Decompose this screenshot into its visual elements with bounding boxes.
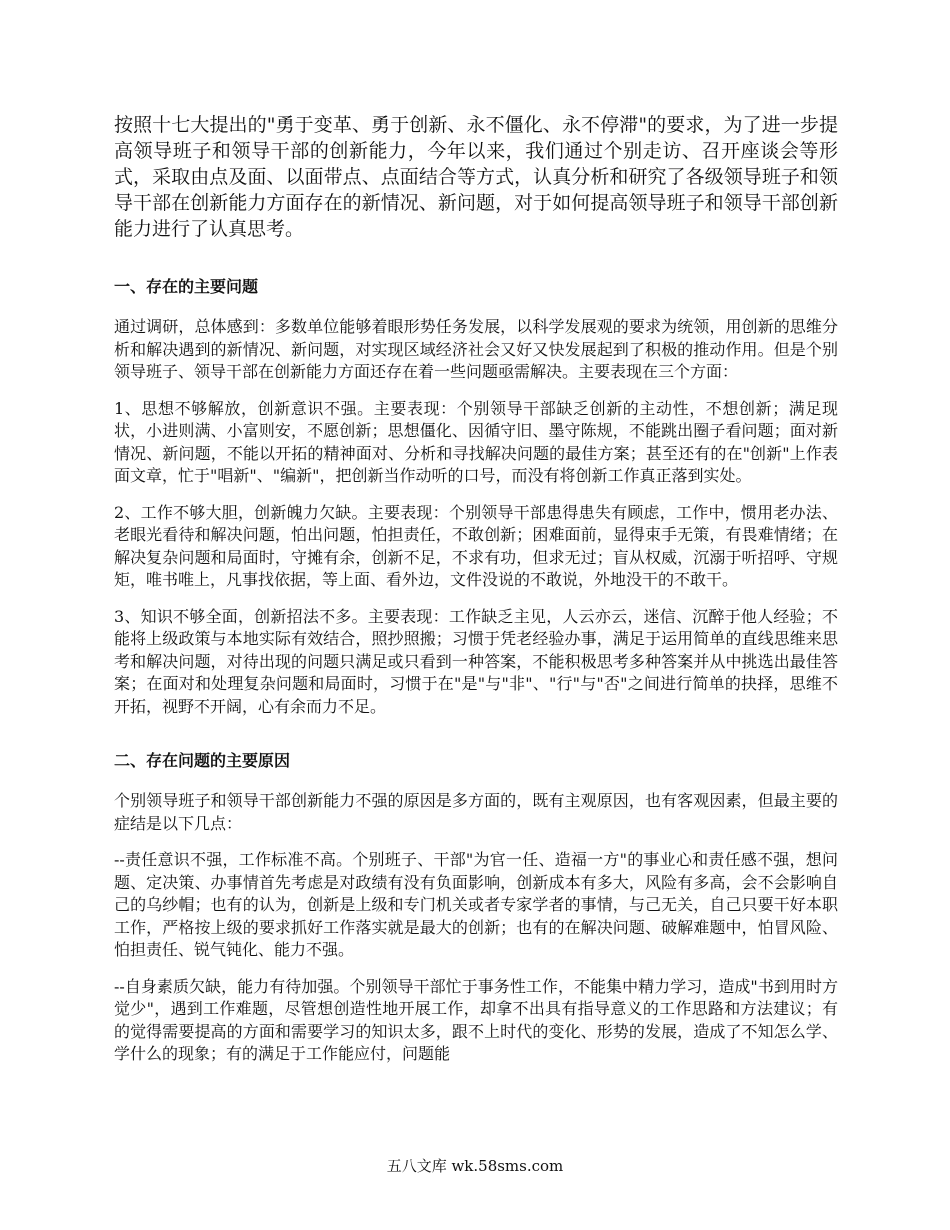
intro-paragraph: 按照十七大提出的"勇于变革、勇于创新、永不僵化、永不停滞"的要求，为了进一步提高领导班子和领导干部的创新能力，今年以来，我们通过个别走访、召开座谈会等形式，采取由点及面、以面带点、点面结合等方式，认真分析和研究了各级领导班子和领导干部在创新能力方面存在的新情况、新问题，对于如何提高领导班子和领导干部创新能力进行了认真思考。	[114, 114, 838, 240]
section2-paragraph: --自身素质欠缺，能力有待加强。个别领导干部忙于事务性工作，不能集中精力学习，造成"书到用时方觉少"，遇到工作难题，尽管想创造性地开展工作，却拿不出具有指导意义的工作思路和方法建议；有的觉得需要提高的方面和需要学习的知识太多，跟不上时代的变化、形势的发展，造成了不知怎么学、学什么的现象；有的满足于工作能应付，问题能	[114, 976, 838, 1063]
section1-paragraph: 通过调研，总体感到：多数单位能够着眼形势任务发展，以科学发展观的要求为统领，用创新的思维分析和解决遇到的新情况、新问题，对实现区域经济社会又好又快发展起到了积极的推动作用。但是个别领导班子、领导干部在创新能力方面还存在着一些问题亟需解决。主要表现在三个方面：	[114, 317, 838, 381]
section-heading-main-problems: 一、存在的主要问题	[114, 277, 259, 296]
section1-paragraph: 3、知识不够全面，创新招法不多。主要表现：工作缺乏主见，人云亦云，迷信、沉醉于他人经验；不能将上级政策与本地实际有效结合，照抄照搬；习惯于凭老经验办事，满足于运用简单的直线思维来思考和解决问题，对待出现的问题只满足或只看到一种答案，不能积极思考多种答案并从中挑选出最佳答案；在面对和处理复杂问题和局面时，习惯于在"是"与"非"、"行"与"否"之间进行简单的抉择，思维不开拓，视野不开阔，心有余而力不足。	[114, 606, 838, 716]
footer-watermark: 五八文库 wk.58sms.com	[386, 1157, 564, 1175]
section2-paragraph: 个别领导班子和领导干部创新能力不强的原因是多方面的，既有主观原因，也有客观因素，但最主要的症结是以下几点：	[114, 791, 838, 833]
section1-paragraph: 2、工作不够大胆，创新魄力欠缺。主要表现：个别领导干部患得患失有顾虑，工作中，惯用老办法、老眼光看待和解决问题，怕出问题，怕担责任，不敢创新；困难面前，显得束手无策，有畏难情绪；在解决复杂问题和局面时，守摊有余，创新不足，不求有功，但求无过；盲从权威，沉溺于听招呼、守规矩，唯书唯上，凡事找依据，等上面、看外边，文件没说的不敢说，外地没干的不敢干。	[114, 502, 838, 589]
document-body	[114, 112, 838, 1080]
section1-paragraph: 1、思想不够解放，创新意识不强。主要表现：个别领导干部缺乏创新的主动性，不想创新；满足现状，小进则满、小富则安，不愿创新；思想僵化、因循守旧、墨守陈规，不能跳出圈子看问题；面对新情况、新问题，不能以开拓的精神面对、分析和寻找解决问题的最佳方案；甚至还有的在"创新"上作表面文章，忙于"唱新"、"编新"，把创新当作动听的口号，而没有将创新工作真正落到实处。	[114, 398, 838, 485]
section2-paragraph: --责任意识不强，工作标准不高。个别班子、干部"为官一任、造福一方"的事业心和责任感不强，想问题、定决策、办事情首先考虑是对政绩有没有负面影响，创新成本有多大，风险有多高，会不会影响自己的乌纱帽；也有的认为，创新是上级和专门机关或者专家学者的事情，与己无关，自己只要干好本职工作，严格按上级的要求抓好工作落实就是最大的创新；也有的在解决问题、破解难题中，怕冒风险、怕担责任、锐气钝化、能力不强。	[114, 850, 838, 959]
section-heading-main-causes: 二、存在问题的主要原因	[114, 751, 291, 770]
